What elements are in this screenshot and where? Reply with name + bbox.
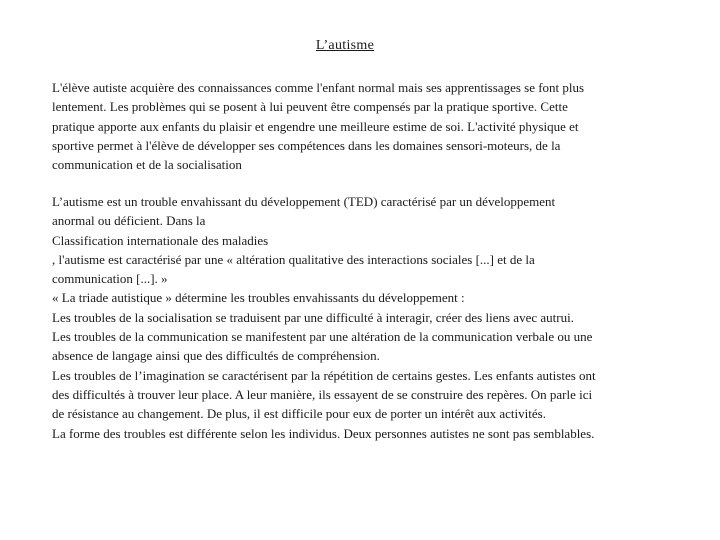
text-line: , l'autisme est caractérisé par une « altération qualitative des interactions sociales [...] et de la [52,251,535,267]
text-line: sportive permet à l'élève de développer ses compétences dans les domaines sensori-moteurs, de la [52,137,561,153]
text-line: La forme des troubles est différente selon les individus. Deux personnes autistes ne sont pas semblables. [52,425,595,441]
text-line: pratique apporte aux enfants du plaisir et engendre une meilleure estime de soi. L'activité physique et [52,118,579,134]
paragraph-intro [52,78,652,174]
text-line: absence de langage ainsi que des difficultés de compréhension. [52,348,380,364]
text-line: Les troubles de la socialisation se traduisent par une difficulté à interagir, créer des liens avec autrui. [52,309,574,325]
text-line: communication [...]. » [52,271,168,287]
page-title: L’autisme [315,38,375,53]
text-line: Les troubles de la communication se manifestent par une altération de la communication verbale ou une [52,329,593,345]
text-line: L’autisme est un trouble envahissant du développement (TED) caractérisé par un développement [52,194,556,209]
paragraph-definition [52,192,652,443]
text-line: « La triade autistique » détermine les troubles envahissants du développement : [52,290,465,306]
text-line: Classification internationale des maladies [52,232,269,248]
text-line: de résistance au changement. De plus, il est difficile pour eux de porter un intérêt aux activités. [52,406,546,422]
text-line: anormal ou déficient. Dans la [52,213,206,229]
text-line: des difficultés à trouver leur place. A leur manière, ils essayent de se construire des repères. On parle ici [52,386,593,402]
text-line: L'élève autiste acquière des connaissances comme l'enfant normal mais ses apprentissages se font plus [52,80,585,95]
text-line: lentement. Les problèmes qui se posent à lui peuvent être compensés par la pratique sportive. Cette [52,99,568,115]
text-line: communication et de la socialisation [52,157,242,173]
text-line: Les troubles de l’imagination se caractérisent par la répétition de certains gestes. Les enfants autistes ont [52,367,596,383]
